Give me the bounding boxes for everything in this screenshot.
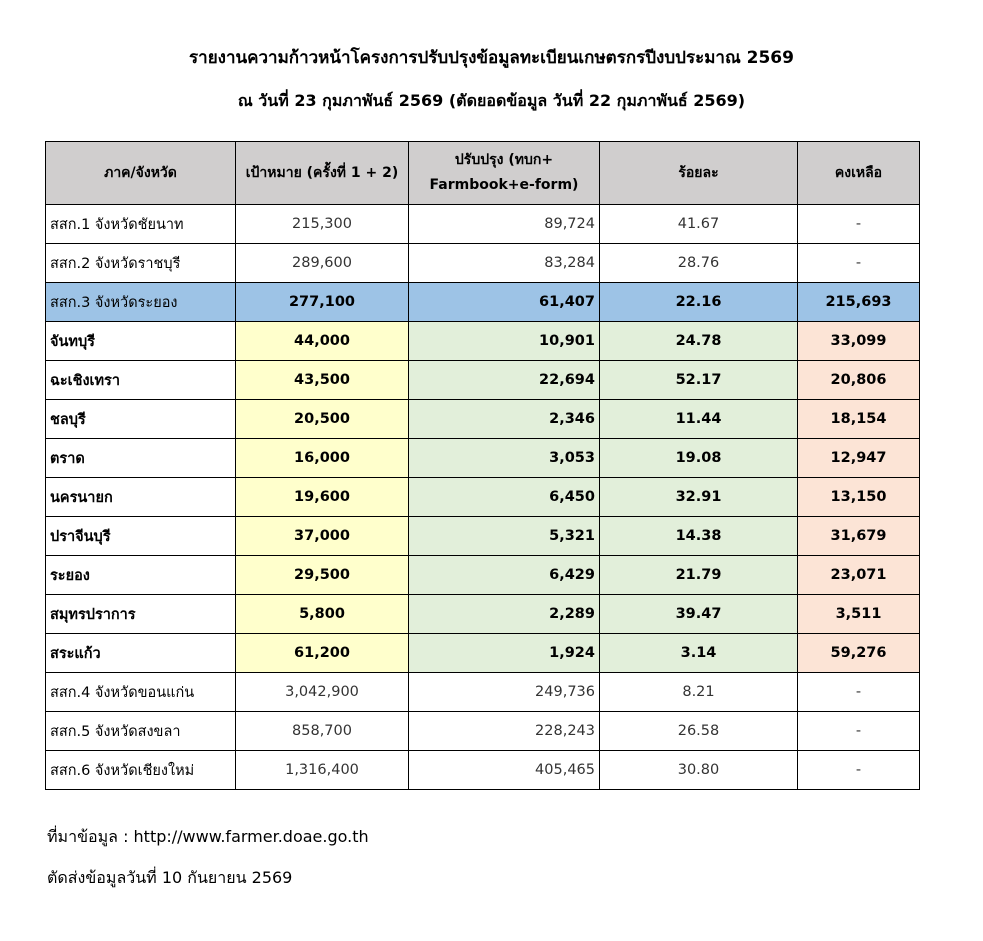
cell-remaining: - <box>798 244 920 283</box>
cell-updated: 10,901 <box>409 322 600 361</box>
cell-updated: 5,321 <box>409 517 600 556</box>
cell-updated: 249,736 <box>409 673 600 712</box>
cell-region-name: จันทบุรี <box>46 322 236 361</box>
cell-target: 43,500 <box>236 361 409 400</box>
cell-updated: 2,346 <box>409 400 600 439</box>
table-row <box>46 322 920 361</box>
cell-region-name: สมุทรปราการ <box>46 595 236 634</box>
cell-remaining: 23,071 <box>798 556 920 595</box>
cell-target: 5,800 <box>236 595 409 634</box>
table-row <box>46 517 920 556</box>
cell-remaining: 59,276 <box>798 634 920 673</box>
progress-table <box>45 141 920 790</box>
cell-remaining: 31,679 <box>798 517 920 556</box>
cell-updated: 83,284 <box>409 244 600 283</box>
table-header-row <box>46 142 920 205</box>
cell-updated: 3,053 <box>409 439 600 478</box>
table-row <box>46 478 920 517</box>
cell-region-name: ระยอง <box>46 556 236 595</box>
table-row <box>46 712 920 751</box>
table-row <box>46 361 920 400</box>
header-updated-line2: Farmbook+e-form) <box>429 177 579 193</box>
cell-percent: 52.17 <box>600 361 798 400</box>
cell-region-name: สระแก้ว <box>46 634 236 673</box>
header-updated <box>409 142 600 205</box>
cell-updated: 405,465 <box>409 751 600 790</box>
cell-region-name: สสก.3 จังหวัดระยอง <box>46 283 236 322</box>
cell-updated: 1,924 <box>409 634 600 673</box>
cell-remaining: - <box>798 205 920 244</box>
cell-region-name: สสก.5 จังหวัดสงขลา <box>46 712 236 751</box>
cell-percent: 14.38 <box>600 517 798 556</box>
cell-region-name: ปราจีนบุรี <box>46 517 236 556</box>
cell-percent: 28.76 <box>600 244 798 283</box>
cell-updated: 2,289 <box>409 595 600 634</box>
report-subtitle: ณ วันที่ 23 กุมภาพันธ์ 2569 (ตัดยอดข้อมูล วันที่ 22 กุมภาพันธ์ 2569) <box>237 91 746 110</box>
cell-percent: 41.67 <box>600 205 798 244</box>
table-row <box>46 673 920 712</box>
cell-remaining: 18,154 <box>798 400 920 439</box>
cell-target: 20,500 <box>236 400 409 439</box>
cell-region-name: ฉะเชิงเทรา <box>46 361 236 400</box>
cell-target: 37,000 <box>236 517 409 556</box>
cell-updated: 61,407 <box>409 283 600 322</box>
cell-percent: 32.91 <box>600 478 798 517</box>
cell-region-name: สสก.4 จังหวัดขอนแก่น <box>46 673 236 712</box>
cell-region-name: ชลบุรี <box>46 400 236 439</box>
cell-percent: 30.80 <box>600 751 798 790</box>
cell-remaining: - <box>798 712 920 751</box>
header-target: เป้าหมาย (ครั้งที่ 1 + 2) <box>236 142 409 205</box>
table-row <box>46 244 920 283</box>
cell-percent: 19.08 <box>600 439 798 478</box>
cell-region-name: สสก.6 จังหวัดเชียงใหม่ <box>46 751 236 790</box>
cell-percent: 21.79 <box>600 556 798 595</box>
header-updated-line1: ปรับปรุง (ทบก+ <box>454 152 554 168</box>
cell-remaining: 20,806 <box>798 361 920 400</box>
cell-percent: 11.44 <box>600 400 798 439</box>
table-row <box>46 751 920 790</box>
report-title: รายงานความก้าวหน้าโครงการปรับปรุงข้อมูลทะเบียนเกษตรกรปีงบประมาณ 2569 <box>189 48 794 68</box>
cell-percent: 24.78 <box>600 322 798 361</box>
table-row <box>46 205 920 244</box>
cell-updated: 6,450 <box>409 478 600 517</box>
cell-target: 61,200 <box>236 634 409 673</box>
cell-target: 289,600 <box>236 244 409 283</box>
cell-target: 3,042,900 <box>236 673 409 712</box>
cell-remaining: 13,150 <box>798 478 920 517</box>
cell-target: 16,000 <box>236 439 409 478</box>
cell-target: 29,500 <box>236 556 409 595</box>
cell-target: 44,000 <box>236 322 409 361</box>
cell-updated: 22,694 <box>409 361 600 400</box>
cell-region-name: สสก.2 จังหวัดราชบุรี <box>46 244 236 283</box>
cell-remaining: 33,099 <box>798 322 920 361</box>
cell-target: 277,100 <box>236 283 409 322</box>
cell-updated: 89,724 <box>409 205 600 244</box>
cell-region-name: ตราด <box>46 439 236 478</box>
cell-remaining: 12,947 <box>798 439 920 478</box>
table-row <box>46 283 920 322</box>
cell-region-name: นครนายก <box>46 478 236 517</box>
cell-percent: 3.14 <box>600 634 798 673</box>
cutoff-note: ตัดส่งข้อมูลวันที่ 10 กันยายน 2569 <box>47 868 293 887</box>
table-row <box>46 556 920 595</box>
cell-target: 1,316,400 <box>236 751 409 790</box>
source-note: ที่มาข้อมูล : http://www.farmer.doae.go.th <box>47 827 369 846</box>
cell-remaining: 3,511 <box>798 595 920 634</box>
table-row <box>46 439 920 478</box>
cell-remaining: - <box>798 751 920 790</box>
cell-updated: 6,429 <box>409 556 600 595</box>
table-row <box>46 595 920 634</box>
table-row <box>46 400 920 439</box>
cell-region-name: สสก.1 จังหวัดชัยนาท <box>46 205 236 244</box>
cell-target: 858,700 <box>236 712 409 751</box>
cell-percent: 26.58 <box>600 712 798 751</box>
cell-remaining: - <box>798 673 920 712</box>
cell-percent: 8.21 <box>600 673 798 712</box>
cell-percent: 22.16 <box>600 283 798 322</box>
table-row <box>46 634 920 673</box>
cell-percent: 39.47 <box>600 595 798 634</box>
header-remaining: คงเหลือ <box>798 142 920 205</box>
header-region: ภาค/จังหวัด <box>46 142 236 205</box>
cell-target: 215,300 <box>236 205 409 244</box>
header-percent: ร้อยละ <box>600 142 798 205</box>
cell-target: 19,600 <box>236 478 409 517</box>
cell-remaining: 215,693 <box>798 283 920 322</box>
cell-updated: 228,243 <box>409 712 600 751</box>
